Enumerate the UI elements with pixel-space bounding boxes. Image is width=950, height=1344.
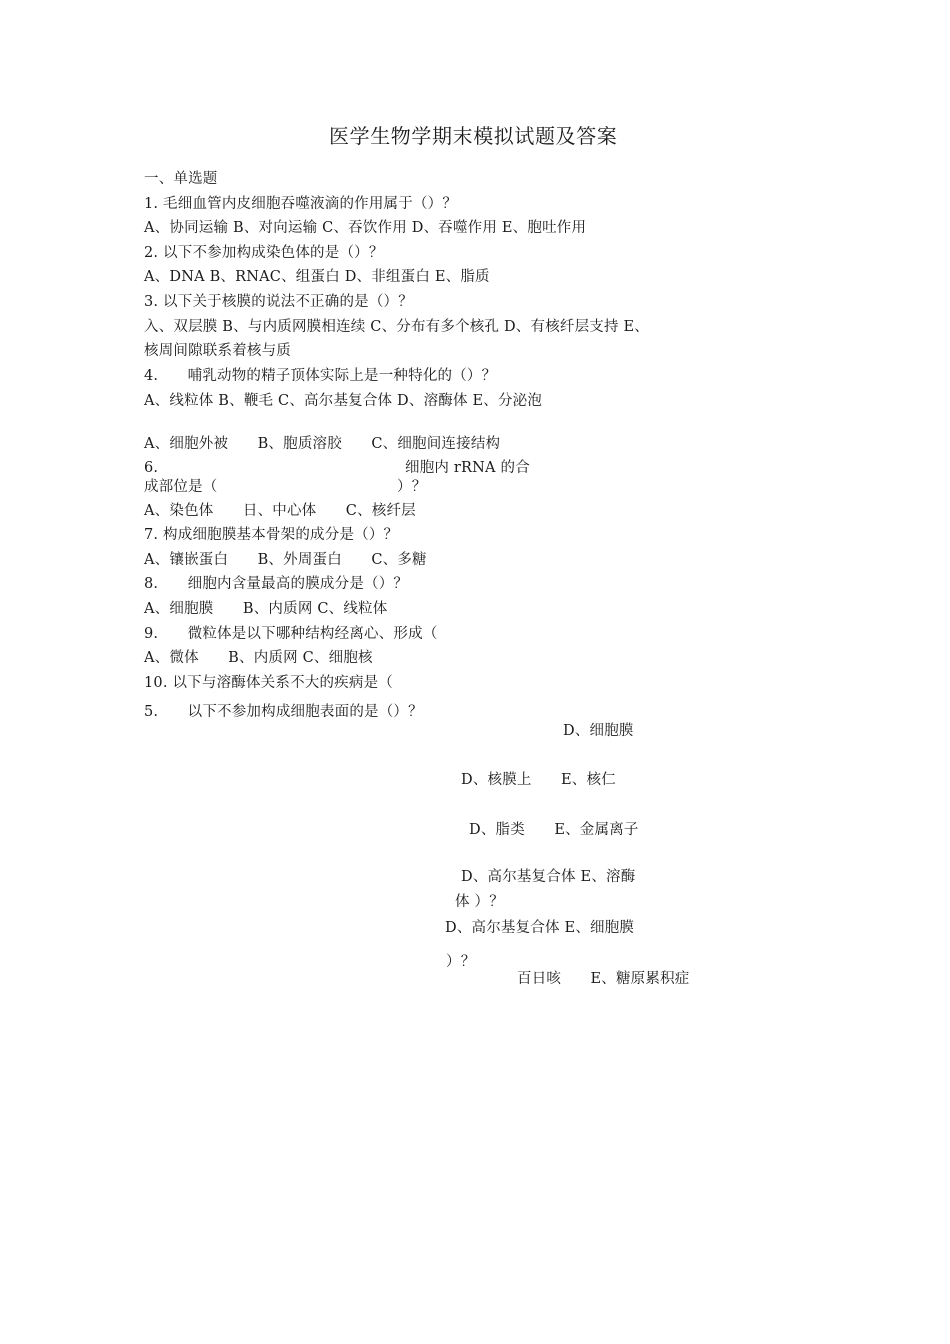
question-8-options-de: D、高尔基复合体 E、溶酶 [461, 869, 636, 885]
question-6-options-de: D、核膜上 E、核仁 [461, 772, 616, 788]
section-heading: 一、单选题 [144, 171, 218, 187]
question-10-bracket: ）？ [446, 954, 476, 970]
question-5: 5. 以下不参加构成细胞表面的是（）？ [144, 704, 423, 720]
question-2-options: A、DNA B、RNAC、组蛋白 D、非组蛋白 E、脂质 [144, 269, 490, 285]
question-9: 9. 微粒体是以下哪种结构经离心、形成（ [144, 626, 438, 642]
question-7: 7. 构成细胞膜基本骨架的成分是（）？ [144, 527, 399, 543]
question-6-options: A、染色体 日、中心体 C、核纤层 [144, 503, 416, 519]
question-3: 3. 以下关于核膜的说法不正确的是（）？ [144, 294, 413, 310]
question-8-options-cont: 体 ）？ [455, 894, 504, 910]
question-8: 8. 细胞内含量最高的膜成分是（）？ [144, 576, 409, 592]
question-9-options-de: D、高尔基复合体 E、细胞膜 [445, 920, 635, 936]
question-1-options: A、协同运输 B、对向运输 C、吞饮作用 D、吞噬作用 E、胞吐作用 [144, 220, 587, 236]
page-title: 医学生物学期末模拟试题及答案 [329, 124, 618, 148]
question-1: 1. 毛细血管内皮细胞吞噬液滴的作用属于（）？ [144, 196, 458, 212]
question-2: 2. 以下不参加构成染色体的是（）？ [144, 245, 384, 261]
question-6-bracket: ）？ [397, 479, 427, 495]
question-6-text: 细胞内 rRNA 的合 [405, 460, 530, 476]
question-9-options: A、微体 B、内质网 C、细胞核 [144, 650, 373, 666]
question-10: 10. 以下与溶酶体关系不大的疾病是（ [144, 675, 393, 691]
question-10-options-de: 百日咳 E、糖原累积症 [517, 971, 690, 987]
question-8-options: A、细胞膜 B、内质网 C、线粒体 [144, 601, 388, 617]
question-3-options-cont: 核周间隙联系着核与质 [144, 343, 291, 359]
question-7-options: A、镶嵌蛋白 B、外周蛋白 C、多糖 [144, 552, 427, 568]
question-3-options: 入、双层膜 B、与内质网膜相连续 C、分布有多个核孔 D、有核纤层支持 E、 [144, 319, 649, 335]
question-6-number: 6. [144, 460, 159, 476]
question-5-option-d: D、细胞膜 [563, 723, 634, 739]
question-4: 4. 哺乳动物的精子顶体实际上是一种特化的（）？ [144, 368, 497, 384]
question-6-text-cont: 成部位是（ [144, 479, 218, 495]
question-4-options: A、线粒体 B、鞭毛 C、高尔基复合体 D、溶酶体 E、分泌泡 [144, 393, 543, 409]
question-5-options: A、细胞外被 B、胞质溶胶 C、细胞间连接结构 [144, 436, 501, 452]
question-7-options-de: D、脂类 E、金属离子 [469, 822, 639, 838]
